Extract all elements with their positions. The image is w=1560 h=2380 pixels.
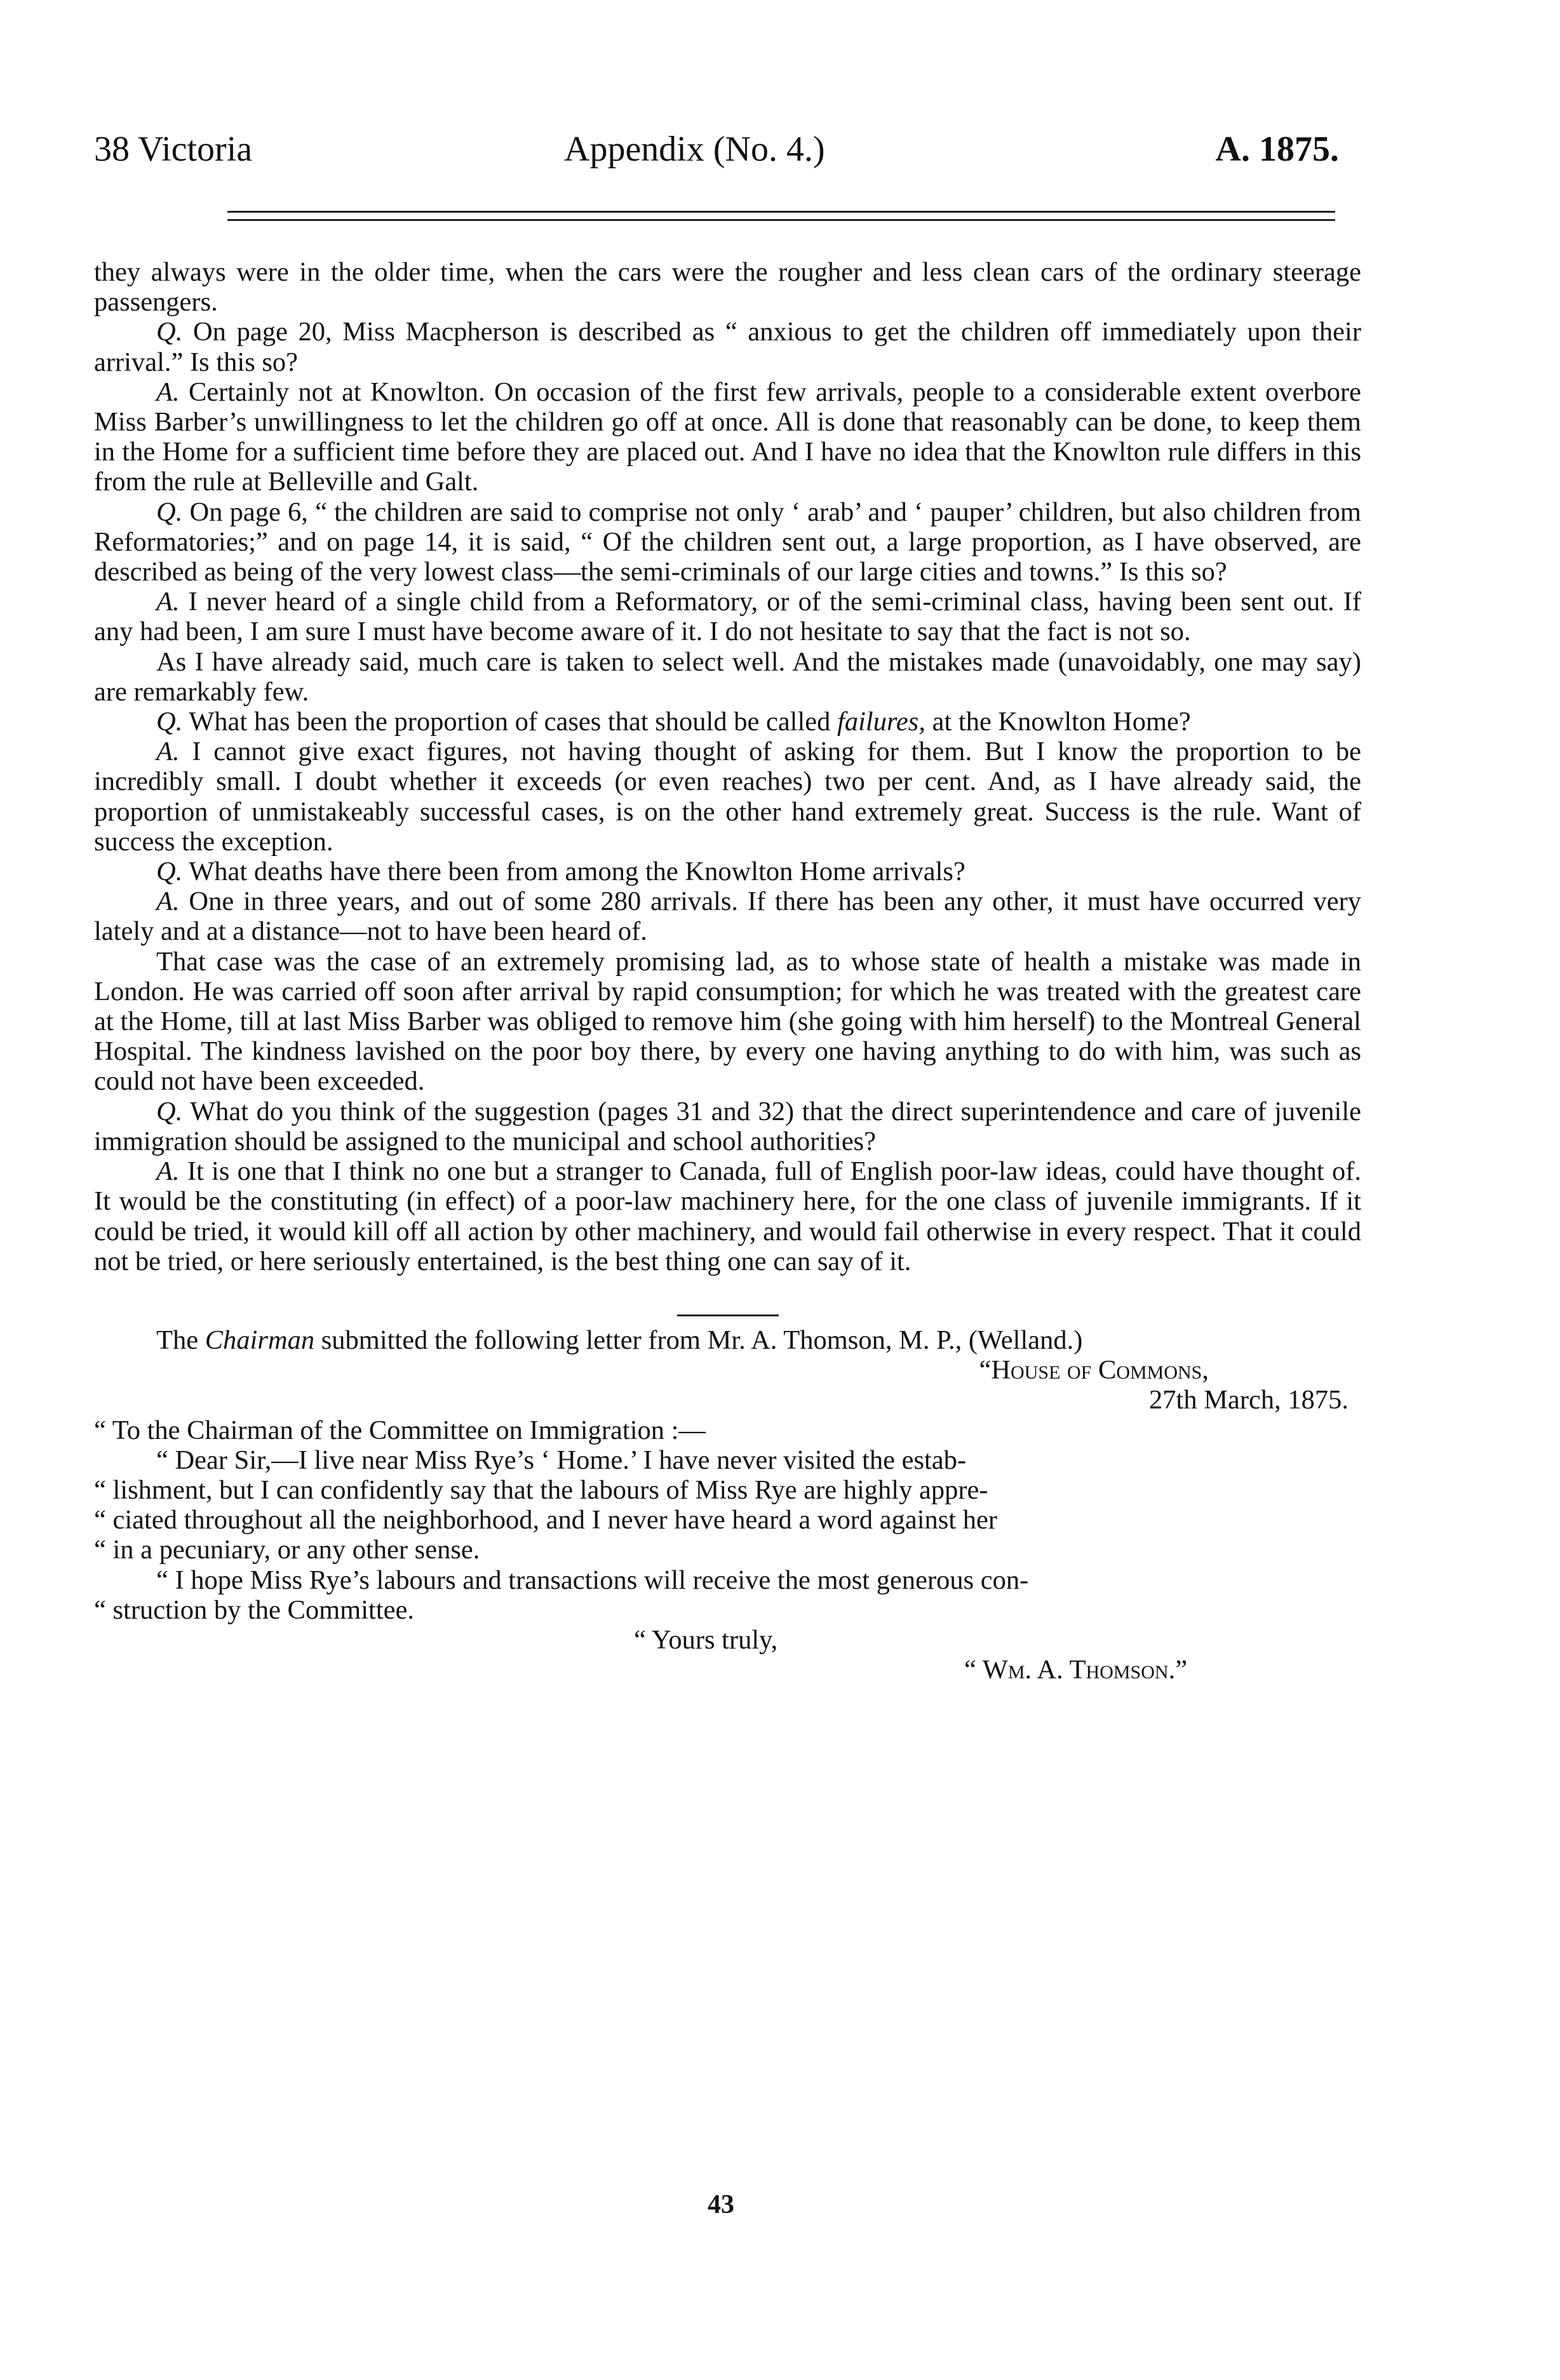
letter-line: “ lishment, but I can confidently say that the labours of Miss Rye are highly appre-	[94, 1474, 988, 1505]
header-rule	[227, 211, 1335, 221]
letter-salutation-to: “ To the Chairman of the Committee on Immigration :—	[94, 1415, 706, 1445]
paragraph-text: I cannot give exact figures, not having thought of asking for them. But I know the proportion to be incredibly small. I doubt whether it exceeds (or even reaches) two per cent. And, as I have already said, the proportion of unmistakeably successful cases, is on the other hand extremely great. Success is the rule. Want of success the exception.	[94, 737, 1361, 857]
paragraph-text: One in three years, and out of some 280 arrivals. If there has been any other, it must have occurred very lately and at a distance—not to have been heard of.	[94, 886, 1361, 947]
paragraph-text: I never heard of a single child from a Reformatory, or of the semi-criminal class, having been sent out. If any had been, I am sure I must have become aware of it. I do not hesitate to say that the fact is not so.	[94, 587, 1362, 647]
paragraph-text: What deaths have there been from among the Knowlton Home arrivals?	[189, 857, 965, 887]
question-label: Q.	[156, 317, 183, 347]
paragraph-text: On page 20, Miss Macpherson is described as “ anxious to get the children off immediately upon their arrival.” Is this so?	[94, 317, 1361, 377]
question-label: Q.	[156, 1096, 183, 1126]
paragraph-text: On page 6, “ the children are said to comprise not only ‘ arab’ and ‘ pauper’ children, but also children from Reformatories;” and on page 14, it is said, “ Of the children sent out, a large proportion, as I have observed, are described as being of the very lowest class—the semi-criminals of our large cities and towns.” Is this so?	[94, 497, 1361, 587]
paragraph-text: That case was the case of an extremely promising lad, as to whose state of health a mistake was made in London. He was carried off soon after arrival by rapid consumption; for which he was treated with the greatest care at the Home, till at last Miss Barber was obliged to remove him (she going with him herself) to the Montreal General Hospital. The kindness lavished on the poor boy there, by every one having anything to do with him, was such as could not have been exceeded.	[94, 946, 1361, 1097]
paragraph	[94, 947, 1361, 1097]
letter-closing: “ Yours truly,	[634, 1624, 778, 1655]
question-paragraph	[94, 317, 1361, 377]
question-label: Q.	[156, 707, 183, 737]
question-paragraph	[94, 1097, 1361, 1156]
answer-paragraph	[94, 587, 1361, 646]
running-header	[94, 124, 1339, 175]
header-session: 38 Victoria	[94, 130, 253, 169]
chairman-paragraph	[94, 1325, 1361, 1355]
letter-signature: “ Wm. A. Thomson.”	[964, 1655, 1188, 1685]
paragraph-text: Certainly not at Knowlton. On occasion of the first few arrivals, people to a considerable extent overbore Miss Barber’s unwillingness to let the children go off at once. All is done that reasonably can be done, to keep them in the Home for a sufficient time before they are placed out. And I have no idea that the Knowlton rule differs in this from the rule at Belleville and Galt.	[94, 377, 1362, 497]
italic-term: Chairman	[205, 1325, 315, 1355]
answer-label: A.	[156, 886, 180, 917]
paragraph-text: As I have already said, much care is taken to select well. And the mistakes made (unavoidably, one may say) are remarkably few.	[94, 646, 1361, 707]
answer-paragraph	[94, 377, 1361, 497]
paragraph-text: What has been the proportion of cases that should be called	[189, 707, 838, 737]
answer-paragraph	[94, 886, 1361, 946]
paragraph-continuation	[94, 257, 1361, 317]
paragraph-text: submitted the following letter from Mr. A. Thomson, M. P., (Welland.)	[314, 1325, 1083, 1355]
question-paragraph	[94, 497, 1361, 587]
answer-label: A.	[156, 1156, 180, 1187]
answer-label: A.	[156, 587, 180, 617]
paragraph-text: they always were in the older time, when the cars were the rougher and less clean cars of the ordinary steerage passengers.	[94, 257, 1361, 318]
italic-term: failures,	[837, 707, 925, 737]
section-separator	[677, 1314, 779, 1316]
letter-line: “ I hope Miss Rye’s labours and transactions will receive the most generous con-	[156, 1565, 1029, 1595]
paragraph-text: The	[156, 1325, 205, 1355]
answer-label: A.	[156, 737, 180, 767]
letter-line: “ struction by the Committee.	[94, 1594, 415, 1625]
paragraph-text: at the Knowlton Home?	[925, 707, 1191, 737]
answer-paragraph	[94, 737, 1361, 857]
paragraph-text: It is one that I think no one but a stranger to Canada, full of English poor-law ideas, could have thought of. It would be the constituting (in effect) of a poor-law machinery here, for the one class of juvenile immigrants. If it could be tried, it would kill off all action by other machinery, and would fail otherwise in every respect. That it could not be tried, or here seriously entertained, is the best thing one can say of it.	[94, 1156, 1361, 1276]
letter-line: “ Dear Sir,—I live near Miss Rye’s ‘ Home.’ I have never visited the estab-	[156, 1445, 967, 1475]
letter-line: “ ciated throughout all the neighborhood, and I never have heard a word against her	[94, 1505, 998, 1535]
question-paragraph	[94, 857, 1361, 886]
header-year: A. 1875.	[1215, 130, 1339, 169]
letter-date: 27th March, 1875.	[1149, 1385, 1348, 1415]
page-number: 43	[708, 2190, 734, 2219]
paragraph	[94, 647, 1361, 707]
paragraph-text: What do you think of the suggestion (pages 31 and 32) that the direct superintendence and care of juvenile immigration should be assigned to the municipal and school authorities?	[94, 1096, 1362, 1156]
question-paragraph	[94, 707, 1361, 737]
header-appendix: Appendix (No. 4.)	[564, 130, 825, 169]
answer-label: A.	[156, 377, 180, 407]
question-label: Q.	[156, 857, 183, 887]
letter-address: “House of Commons,	[979, 1355, 1209, 1386]
question-label: Q.	[156, 497, 183, 527]
letter-line: “ in a pecuniary, or any other sense.	[94, 1535, 480, 1565]
page-body	[94, 257, 1361, 1685]
answer-paragraph	[94, 1156, 1361, 1276]
